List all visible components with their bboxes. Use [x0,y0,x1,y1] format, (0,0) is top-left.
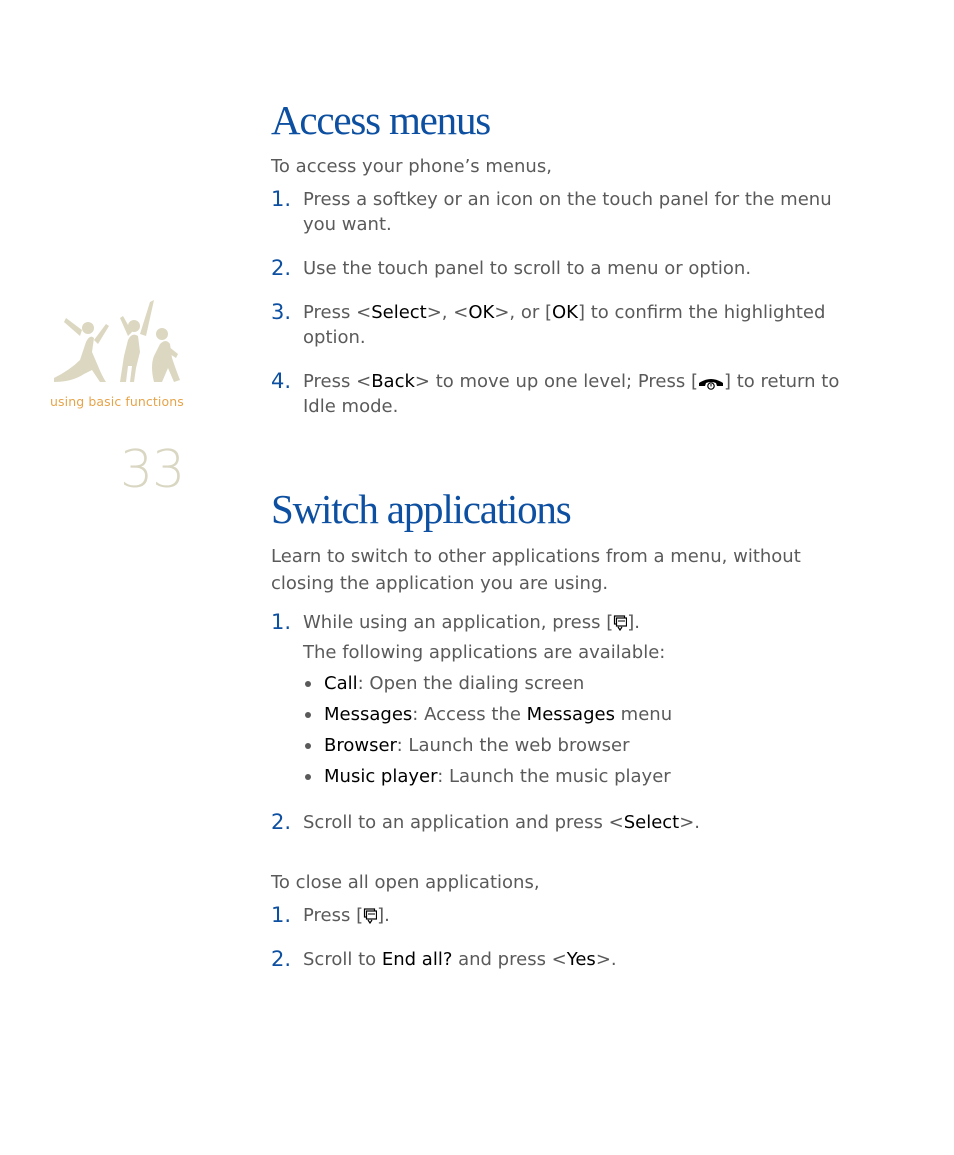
step-text: Scroll to an application and press <Select>. [303,812,701,833]
sidebar [0,0,240,1155]
step-number: 1. [271,187,292,211]
switch-applications-intro: Learn to switch to other applications from a menu, without closing the application you are using. [271,546,801,594]
access-step-4 [271,369,851,419]
key-ok: OK [552,302,578,323]
step-text: Press <Back> to move up one level; Press [ ] to return to Idle mode. [303,371,840,417]
close-step-2 [271,947,851,972]
switch-step-1 [271,610,851,635]
section-title-access-menus: Access menus [271,97,491,143]
softkey-back: Back [371,371,415,392]
end-call-key-icon [698,376,724,390]
access-step-2 [271,256,851,281]
list-item: Browser: Launch the web browser [303,730,863,761]
access-step-3 [271,300,851,350]
step-text: While using an application, press [ ]. [303,612,640,633]
step-text: Press a softkey or an icon on the touch panel for the menu you want. [303,189,832,235]
softkey-select: Select [623,812,680,833]
step-number: 4. [271,369,292,393]
step-number: 2. [271,810,292,834]
list-item: Music player: Launch the music player [303,761,863,792]
step-number: 1. [271,903,292,927]
access-step-1 [271,187,851,237]
softkey-ok: OK [468,302,495,323]
softkey-select: Select [371,302,427,323]
access-menus-intro: To access your phone’s menus, [271,156,552,177]
step-number: 1. [271,610,292,634]
softkey-yes: Yes [566,949,596,970]
switch-step-2 [271,810,851,835]
close-apps-intro: To close all open applications, [271,872,540,893]
bullet-dot [305,743,311,749]
step-number: 2. [271,947,292,971]
available-apps-list [303,668,863,792]
switch-app-key-icon [363,908,377,924]
list-item: Call: Open the dialing screen [303,668,863,699]
switch-step-1-subtext: The following applications are available: [303,642,666,663]
bullet-dot [305,774,311,780]
page-number: 33 [120,440,185,500]
dancers-illustration [50,296,182,388]
switch-app-key-icon [613,615,627,631]
section-title-switch-applications: Switch applications [271,486,571,532]
bullet-dot [305,681,311,687]
step-text: Press [ ]. [303,905,390,926]
option-end-all: End all? [381,949,453,970]
step-number: 2. [271,256,292,280]
step-number: 3. [271,300,292,324]
step-text: Press <Select>, <OK>, or [OK] to confirm the highlighted option. [303,302,826,348]
section-label: using basic functions [50,394,184,409]
list-item: Messages: Access the Messages menu [303,699,863,730]
close-step-1 [271,903,851,928]
bullet-dot [305,712,311,718]
step-text: Scroll to End all? and press <Yes>. [303,949,617,970]
step-text: Use the touch panel to scroll to a menu or option. [303,258,752,279]
